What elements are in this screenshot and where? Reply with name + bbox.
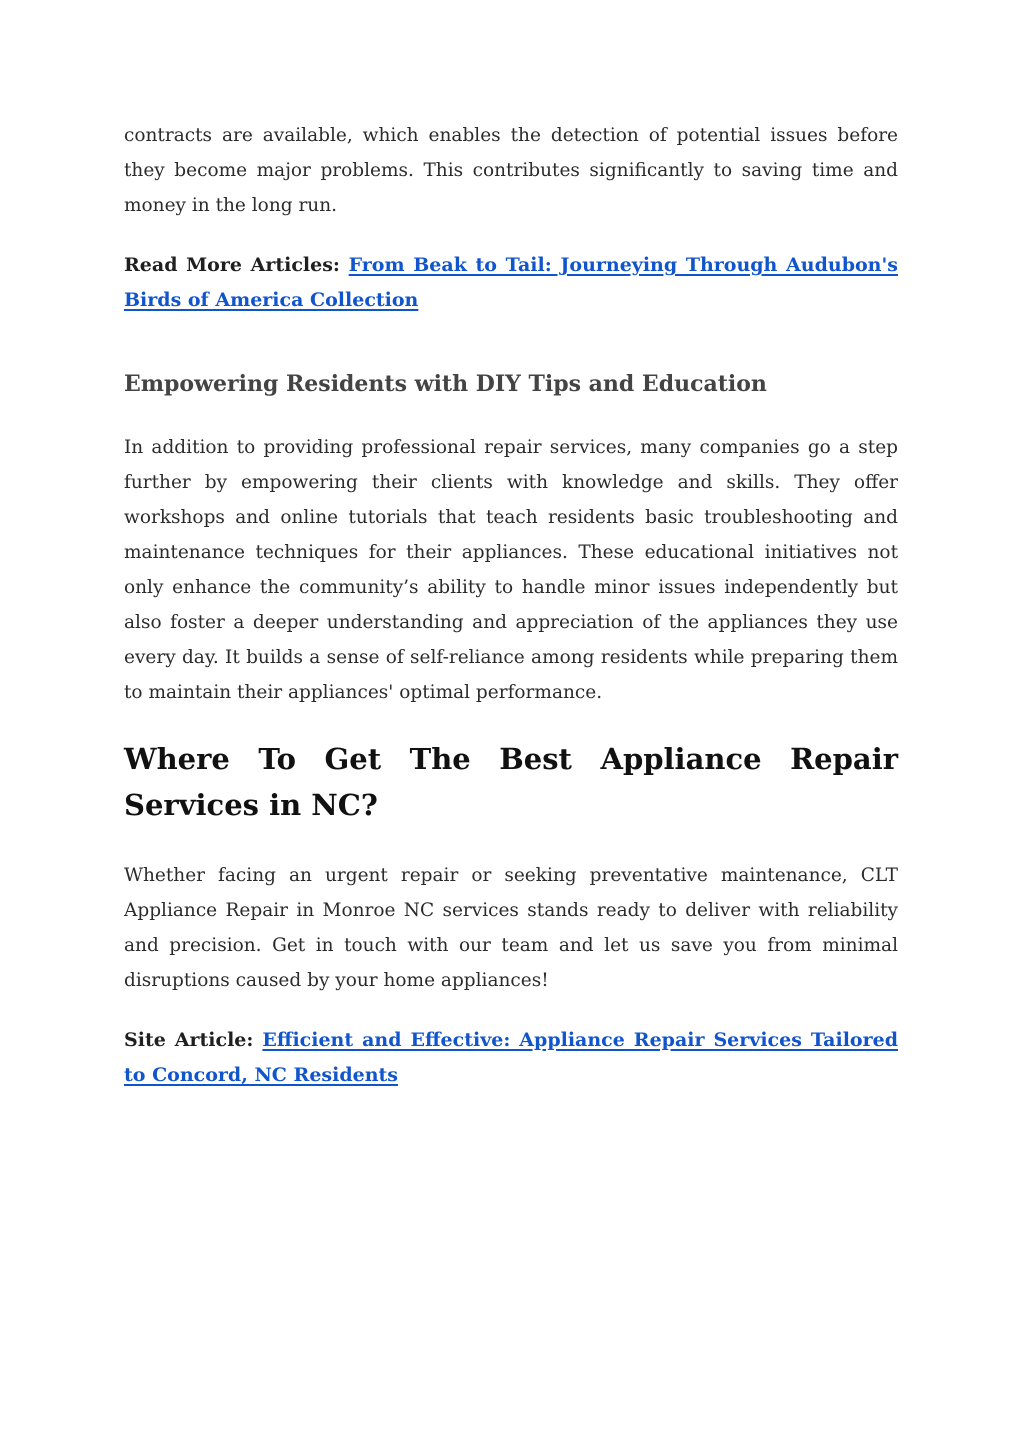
site-article-label: Site Article: [124,1029,254,1051]
where-section-body: Whether facing an urgent repair or seeking preventative maintenance, CLT Appliance Repair in Monroe NC services stands ready to deliver with reliability and precision. Get in touch with our team and let us save you from minimal disruptions caused by your home appliances! [124,865,898,991]
diy-section-heading: Empowering Residents with DIY Tips and Education [124,371,767,397]
document-page [124,118,898,1093]
site-article-line [124,1023,898,1093]
read-more-label: Read More Articles: [124,254,340,276]
where-section-heading: Where To Get The Best Appliance Repair Services in NC? [124,742,898,822]
read-more-line [124,248,898,318]
diy-section-body: In addition to providing professional repair services, many companies go a step further by empowering their clients with knowledge and skills. They offer workshops and online tutorials that teach residents basic troubleshooting and maintenance techniques for their appliances. These educational initiatives not only enhance the community’s ability to handle minor issues independently but also foster a deeper understanding and appreciation of the appliances they use every day. It builds a sense of self-reliance among residents while preparing them to maintain their appliances' optimal performance. [124,437,898,703]
site-article-link[interactable]: Efficient and Effective: Appliance Repair Services Tailored to Concord, NC Residents [124,1029,898,1086]
read-more-link[interactable]: From Beak to Tail: Journeying Through Audubon's Birds of America Collection [124,254,898,311]
intro-paragraph: contracts are available, which enables the detection of potential issues before they become major problems. This contributes significantly to saving time and money in the long run. [124,125,898,216]
